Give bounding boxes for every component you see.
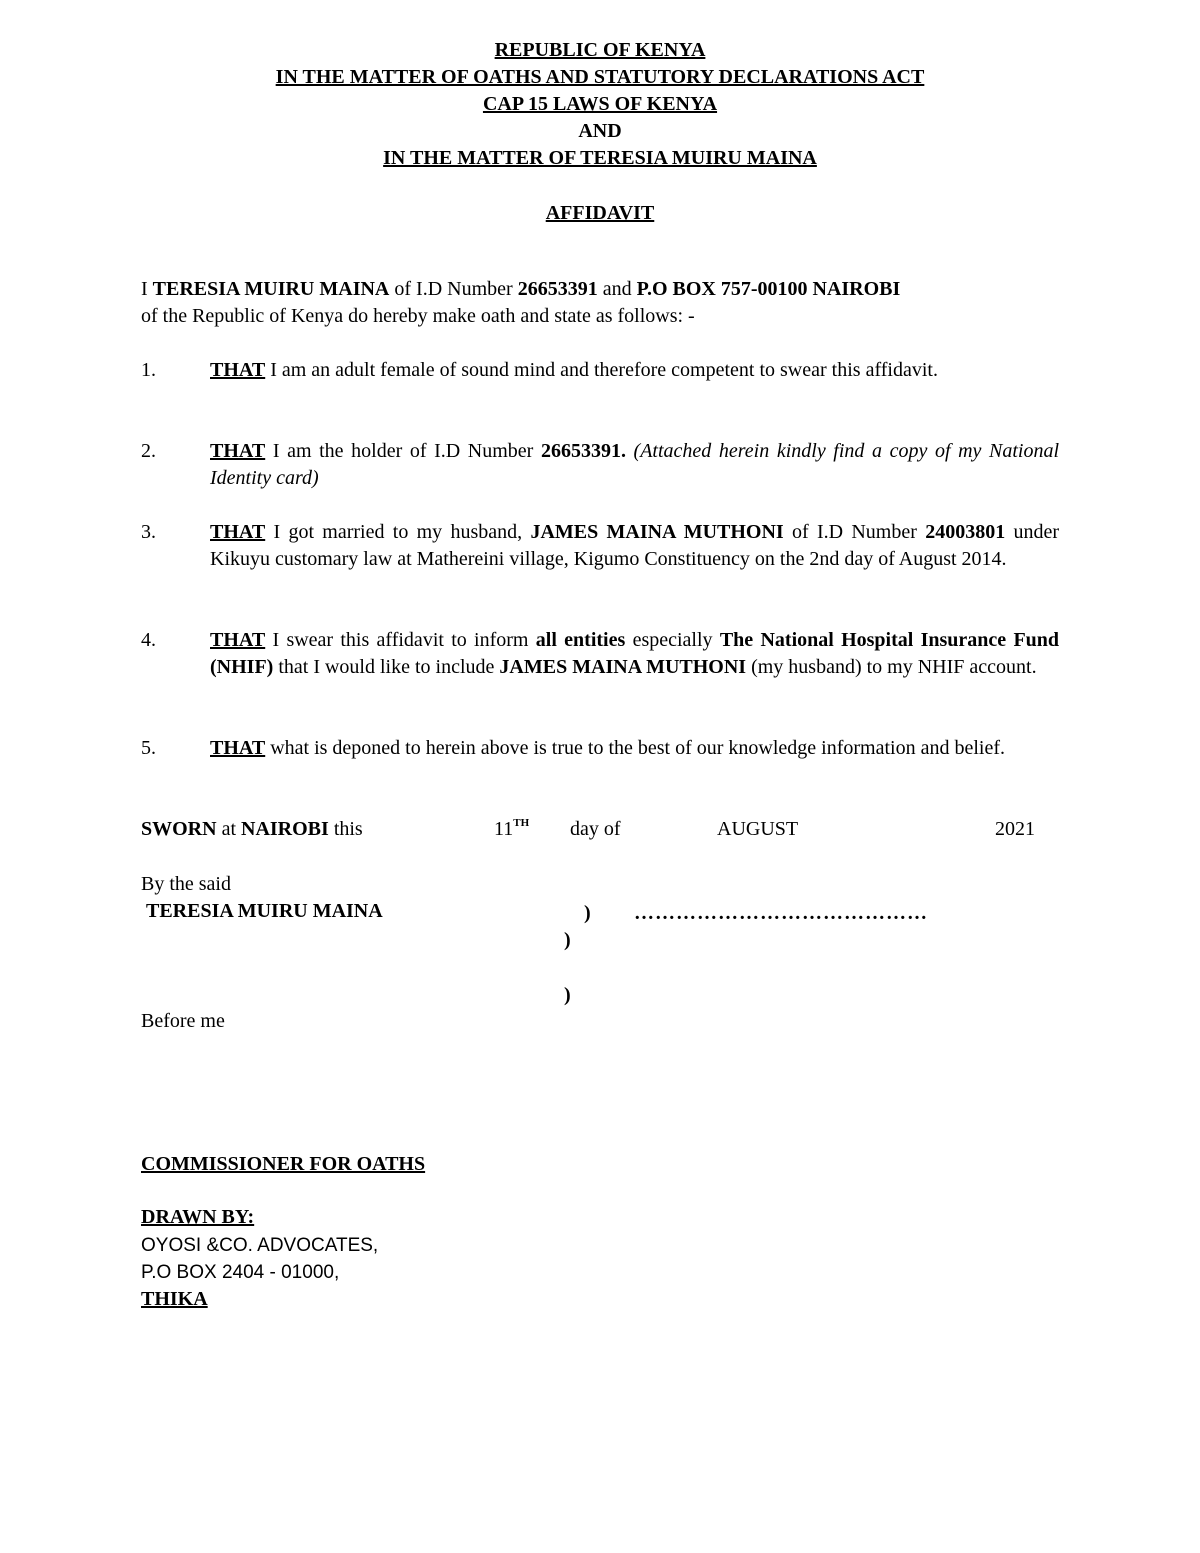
heading-matter-act: IN THE MATTER OF OATHS AND STATUTORY DECLARATIONS ACT [275, 66, 925, 88]
heading-and: AND [578, 120, 622, 142]
paragraph-4: 4. THAT I swear this affidavit to inform all entities especially The National Hospital Insurance Fund (NHIF) that I would like to include JAMES MAINA MUTHONI (my husband) to my NHIF account. [141, 629, 1060, 678]
signature-line: …………………………………… [634, 902, 928, 924]
firm-town: THIKA [141, 1288, 208, 1310]
document-heading [0, 37, 1200, 172]
heading-republic: REPUBLIC OF KENYA [494, 39, 706, 61]
affidavit-title: AFFIDAVIT [545, 202, 655, 224]
heading-cap: CAP 15 LAWS OF KENYA [482, 93, 718, 115]
paragraph-2: 2. THAT I am the holder of I.D Number 26653391. (Attached herein kindly find a copy of my National Identity card) [141, 440, 1060, 489]
firm-box: P.O BOX 2404 - 01000, [141, 1262, 340, 1283]
sworn-year: 2021 [995, 818, 1035, 840]
sworn-month: AUGUST [717, 818, 799, 840]
commissioner-for-oaths: COMMISSIONER FOR OATHS [141, 1153, 426, 1175]
id-number: 26653391 [517, 278, 598, 300]
deponent-signature-name: TERESIA MUIRU MAINA [146, 900, 383, 922]
paragraph-5: 5. THAT what is deponed to herein above is true to the best of our knowledge information and belief. [141, 737, 1005, 759]
paragraph-1: 1. THAT I am an adult female of sound mind and therefore competent to swear this affidavit. [141, 359, 938, 381]
paragraph-3: 3. THAT I got married to my husband, JAMES MAINA MUTHONI of I.D Number 24003801 under Kikuyu customary law at Mathereini village, Kigumo Constituency on the 2nd day of August 2014. [141, 521, 1060, 570]
heading-matter-person: IN THE MATTER OF TERESIA MUIRU MAINA [383, 147, 817, 169]
intro-paragraph: I TERESIA MUIRU MAINA of I.D Number 26653391 and P.O BOX 757-00100 NAIROBI of the Republic of Kenya do hereby make oath and state as follows: - [141, 278, 901, 327]
affidavit-page: REPUBLIC OF KENYA IN THE MATTER OF OATHS AND STATUTORY DECLARATIONS ACT CAP 15 LAWS OF KENYA AND IN THE MATTER OF TERESIA MUIRU MAINA AFFIDAVIT I TERESIA MUIRU MAINA of I.D Number 26653391 and P.O BOX 757-00100 NAIROBI of the Republic of Kenya do hereby make oath and state as follows: - 1. THAT I am an adult female of sound mind and therefore competent to swear this affidavit. 2. THAT I am the holder of I.D Number 26653391. (Attached herein kindly find a copy of my National Identity card) 3. THAT I got married to my husband, JAMES MAINA MUTHONI of I.D Number 24003801 under Kikuyu customary law at Mathereini village, Kigumo Constituency on the 2nd day of August 2014. 4. THAT I swear this affidavit to inform all entities especially The National Hospital Insurance Fund (NHIF) that I would like to include JAMES MAINA MUTHONI (my husband) to my NHIF account. 5. THAT what is deponed to herein above is true to the best of our knowledge information and belief. SWORN at NAIROBI this 11TH day of AUGUST 2021 By the said TERESIA MUIRU MAINA ) …………………………………… ) ) Before me COMMISSIONER FOR OATHS DRAWN BY: OYOSI &CO. ADVOCATES, P.O BOX 2404 - 01000, THIKA [0, 0, 1200, 1553]
firm-name: OYOSI &CO. ADVOCATES, [141, 1235, 379, 1256]
deponent-name: TERESIA MUIRU MAINA [152, 278, 390, 300]
postal-address: P.O BOX 757-00100 NAIROBI [636, 278, 901, 300]
sworn-day: 11TH [494, 817, 530, 840]
